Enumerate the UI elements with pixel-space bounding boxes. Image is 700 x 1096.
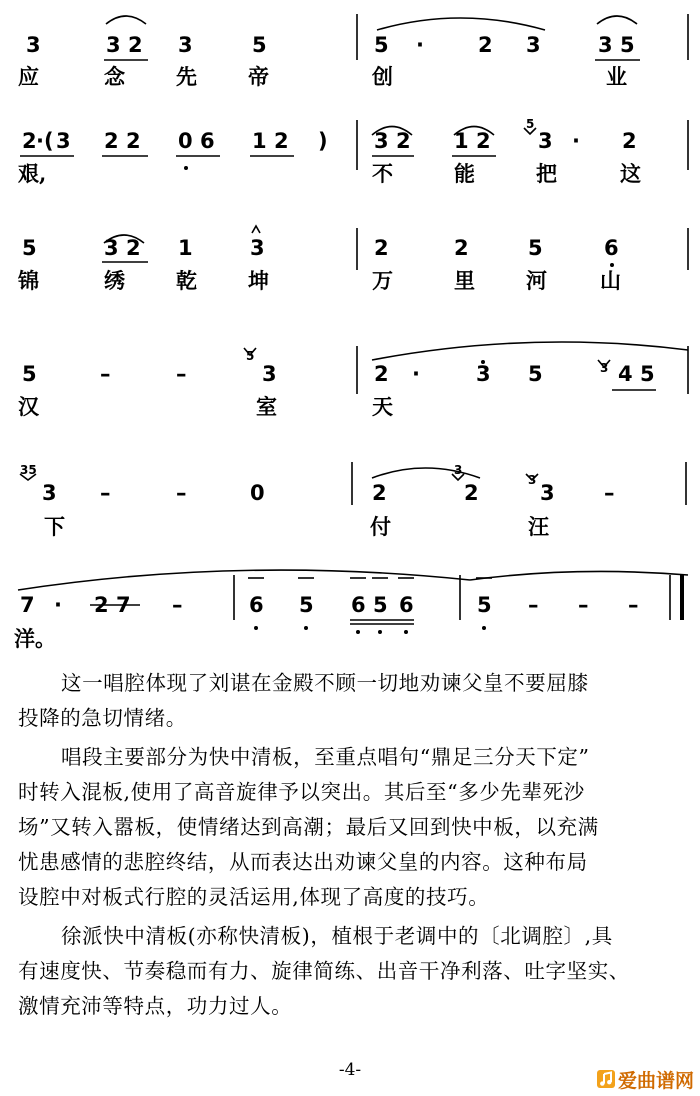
paragraph xyxy=(18,740,686,775)
note: 1 xyxy=(178,236,193,260)
paragraph-continuation xyxy=(18,954,686,989)
lyric: 艰, xyxy=(18,161,47,186)
note: · xyxy=(572,129,580,153)
note: – xyxy=(528,593,539,617)
note: · xyxy=(54,593,62,617)
note: ) xyxy=(318,129,328,153)
text-line: 场”又转入嚣板，使情绪达到高潮；最后又回到快中板，以充满 xyxy=(18,815,599,839)
note: 3 xyxy=(26,33,41,57)
note: 2 xyxy=(374,236,389,260)
note: 2 xyxy=(94,593,109,617)
note: 2 xyxy=(104,129,119,153)
note: 2 xyxy=(372,481,387,505)
lyric: 里 xyxy=(454,268,475,293)
note: – xyxy=(578,593,589,617)
note: 1 xyxy=(454,129,469,153)
note: 3 xyxy=(374,129,389,153)
note: – xyxy=(176,362,187,386)
paragraph-continuation xyxy=(18,775,686,810)
page-number: -4- xyxy=(338,1060,362,1080)
note: – xyxy=(176,481,187,505)
lyric: 洋。 xyxy=(14,626,56,651)
note: 5 xyxy=(528,362,543,386)
lyric: 室 xyxy=(256,394,277,419)
note: 5 xyxy=(252,33,267,57)
note: 3 xyxy=(250,236,265,260)
note: 3 xyxy=(42,481,57,505)
grace-note: 35 xyxy=(20,463,37,477)
note: – xyxy=(172,593,183,617)
note: 4 xyxy=(618,362,633,386)
lyric: 把 xyxy=(536,161,557,186)
note: 5 xyxy=(373,593,388,617)
note: 5 xyxy=(22,362,37,386)
note: 2 xyxy=(128,33,143,57)
grace-note: 5 xyxy=(526,117,535,131)
note: 2 xyxy=(126,236,141,260)
note: 6 xyxy=(604,236,619,260)
text-line: 设腔中对板式行腔的灵活运用,体现了高度的技巧。 xyxy=(18,885,490,909)
grace-note: 3 xyxy=(454,463,463,477)
paragraph-continuation xyxy=(18,810,686,845)
site-watermark xyxy=(596,1066,694,1092)
note: 2 xyxy=(22,129,37,153)
note: 2 xyxy=(478,33,493,57)
note: · xyxy=(36,129,44,153)
note: 2 xyxy=(274,129,289,153)
note: 3 xyxy=(540,481,555,505)
note: 1 xyxy=(252,129,267,153)
note: 5 xyxy=(477,593,492,617)
note: – xyxy=(604,481,615,505)
lyric: 河 xyxy=(526,268,547,293)
grace-note: 3 xyxy=(528,473,537,487)
text-line: 徐派快中清板(亦称快清板)，植根于老调中的〔北调腔〕,具 xyxy=(61,924,613,948)
note: 3 xyxy=(262,362,277,386)
commentary-text xyxy=(18,666,686,1024)
note: 2 xyxy=(126,129,141,153)
note: 5 xyxy=(528,236,543,260)
lyric: 坤 xyxy=(248,268,269,293)
paragraph-continuation xyxy=(18,845,686,880)
text-line: 激情充沛等特点，功力过人。 xyxy=(18,994,293,1018)
note: 3 xyxy=(526,33,541,57)
note: 3 xyxy=(56,129,71,153)
grace-note: 5 xyxy=(246,349,255,363)
note: – xyxy=(628,593,639,617)
lyric: 帝 xyxy=(248,64,269,89)
lyric: 不 xyxy=(372,161,393,186)
note: · xyxy=(416,33,424,57)
text-line: 这一唱腔体现了刘谌在金殿不顾一切地劝谏父皇不要屈膝 xyxy=(61,671,589,695)
paragraph xyxy=(18,666,686,701)
music-note-icon xyxy=(596,1069,616,1089)
note: 5 xyxy=(640,362,655,386)
note: 3 xyxy=(104,236,119,260)
lyric: 这 xyxy=(620,161,641,186)
note: 5 xyxy=(620,33,635,57)
note: 6 xyxy=(200,129,215,153)
note: 3 xyxy=(538,129,553,153)
note: · xyxy=(412,362,420,386)
note: 6 xyxy=(399,593,414,617)
grace-note: 3 xyxy=(600,361,609,375)
paragraph xyxy=(18,919,686,954)
lyric: 汉 xyxy=(18,394,39,419)
note: 2 xyxy=(374,362,389,386)
note: 3 xyxy=(598,33,613,57)
lyric: 锦 xyxy=(18,268,39,293)
lyric: 能 xyxy=(454,161,475,186)
paragraph-continuation xyxy=(18,701,686,736)
text-line: 忧患感情的悲腔终结，从而表达出劝谏父皇的内容。这种布局 xyxy=(18,850,588,874)
note: 5 xyxy=(299,593,314,617)
note: 0 xyxy=(250,481,265,505)
note: 2 xyxy=(464,481,479,505)
watermark-text: 爱曲谱网 xyxy=(617,1069,694,1092)
lyric: 山 xyxy=(600,268,621,293)
text-line: 时转入混板,使用了高音旋律予以突出。其后至“多少先辈死沙 xyxy=(18,780,585,804)
lyric: 乾 xyxy=(176,268,197,293)
note: – xyxy=(100,362,111,386)
note: 3 xyxy=(178,33,193,57)
note: 3 xyxy=(106,33,121,57)
note: 7 xyxy=(20,593,35,617)
paragraph-continuation xyxy=(18,989,686,1024)
note: 2 xyxy=(454,236,469,260)
lyric: 业 xyxy=(606,64,627,89)
text-line: 有速度快、节奏稳而有力、旋律简练、出音干净利落、吐字坚实、 xyxy=(18,959,630,983)
note: 3 xyxy=(476,362,491,386)
note: 6 xyxy=(351,593,366,617)
note: 6 xyxy=(249,593,264,617)
lyric: 创 xyxy=(372,64,393,89)
text-line: 唱段主要部分为快中清板，至重点唱句“鼎足三分天下定” xyxy=(61,745,590,769)
note: 2 xyxy=(622,129,637,153)
note: 2 xyxy=(476,129,491,153)
lyric: 下 xyxy=(44,514,65,539)
lyric: 万 xyxy=(372,268,393,293)
note: ( xyxy=(44,129,54,153)
lyric: 天 xyxy=(372,394,393,419)
note: – xyxy=(100,481,111,505)
lyric: 付 xyxy=(370,514,391,539)
lyric: 应 xyxy=(18,64,39,89)
lyric: 绣 xyxy=(104,268,125,293)
note: 0 xyxy=(178,129,193,153)
paragraph-continuation xyxy=(18,880,686,915)
note: 2 xyxy=(396,129,411,153)
note: 5 xyxy=(374,33,389,57)
text-line: 投降的急切情绪。 xyxy=(18,706,187,730)
lyric: 先 xyxy=(176,64,197,89)
note: 5 xyxy=(22,236,37,260)
note: 7 xyxy=(116,593,131,617)
lyric: 念 xyxy=(104,64,125,89)
lyric: 汪 xyxy=(528,514,549,539)
